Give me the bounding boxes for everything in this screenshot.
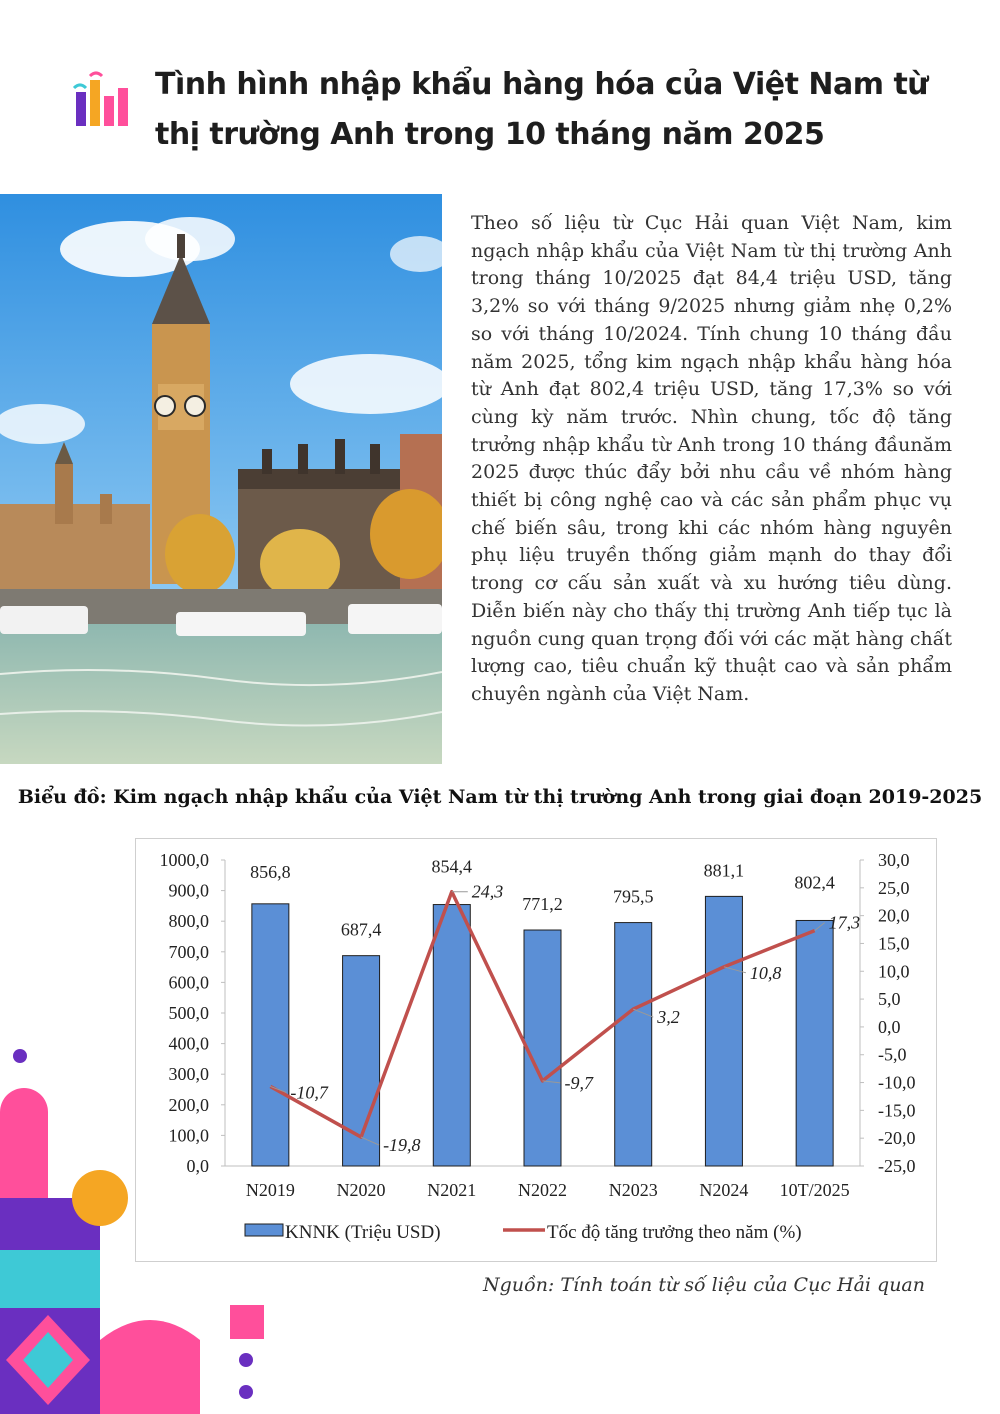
line-data-label: -9,7	[564, 1072, 593, 1093]
left-axis-tick-label: 400,0	[168, 1033, 209, 1054]
bar-chart-icon	[72, 68, 130, 130]
left-axis-tick-label: 800,0	[168, 911, 209, 932]
x-axis-tick-label: N2021	[427, 1180, 477, 1200]
line-data-label: -19,8	[383, 1135, 421, 1156]
left-axis-tick-label: 500,0	[168, 1003, 209, 1023]
line-data-label: 3,2	[657, 1007, 680, 1028]
right-axis-tick-label: 5,0	[878, 989, 901, 1010]
bar-data-label: 771,2	[522, 894, 563, 915]
page-title: Tình hình nhập khẩu hàng hóa của Việt Nam từ thị trường Anh trong 10 tháng năm 2025	[155, 67, 929, 152]
bar-data-label: 802,4	[794, 872, 835, 893]
x-axis-tick-label: N2024	[699, 1180, 749, 1200]
bar-data-label: 856,8	[250, 861, 291, 882]
left-axis-tick-label: 600,0	[168, 972, 209, 993]
bar	[705, 896, 742, 1166]
bar-data-label: 881,1	[703, 860, 745, 881]
bar-data-label: 687,4	[340, 919, 382, 940]
body-paragraph: Theo số liệu từ Cục Hải quan Việt Nam, kim ngạch nhập khẩu của Việt Nam từ thị trường Anh trong tháng 10/2025 đạt 84,4 triệu USD, tăng 3,2% so với tháng 9/2025 nhưng giảm nhẹ 0,2% so với tháng 10/2024. Tính chung 10 tháng đầu năm 2025, tổng kim ngạch nhập khẩu hàng hóa từ Anh đạt 802,4 triệu USD, tăng 17,3% so với cùng kỳ năm trước. Nhìn chung, tốc độ tăng trưởng nhập khẩu từ Anh trong 10 tháng đầunăm 2025 được thúc đẩy bởi nhu cầu về nhóm hàng thiết bị công nghệ cao và các sản phẩm phục vụ chế biến sâu, trong khi các nhóm hàng nguyên phụ liệu truyền thống giảm mạnh do thay đổi trong cơ cấu sản xuất và xu hướng tiêu dùng. Diễn biến này cho thấy thị trường Anh tiếp tục là nguồn cung quan trọng đối với các mặt hàng chất lượng cao, tiêu chuẩn kỹ thuật cao và sản phẩm chuyên ngành của Việt Nam.	[471, 212, 952, 705]
right-axis-tick-label: -10,0	[878, 1072, 916, 1093]
left-axis-tick-label: 900,0	[168, 880, 209, 901]
legend-label-line: Tốc độ tăng trưởng theo năm (%)	[547, 1222, 802, 1243]
line-data-label: 24,3	[471, 881, 504, 902]
bar	[524, 930, 561, 1166]
x-axis-tick-label: 10T/2025	[779, 1180, 850, 1200]
left-axis-tick-label: 0,0	[186, 1156, 209, 1176]
left-axis-tick-label: 1000,0	[159, 850, 209, 870]
bar	[796, 920, 833, 1166]
right-axis-tick-label: -25,0	[878, 1156, 916, 1176]
right-axis-tick-label: 25,0	[878, 877, 910, 898]
right-axis-tick-label: -5,0	[878, 1044, 907, 1065]
decorative-shapes	[0, 1040, 300, 1414]
left-axis-tick-label: 100,0	[168, 1125, 209, 1146]
left-axis-tick-label: 300,0	[168, 1064, 209, 1085]
legend-label-bars: KNNK (Triệu USD)	[285, 1222, 441, 1243]
left-axis-tick-label: 200,0	[168, 1094, 209, 1115]
x-axis-tick-label: N2022	[518, 1180, 567, 1200]
big-ben-london-photo	[0, 194, 442, 764]
right-axis-tick-label: 30,0	[878, 850, 910, 870]
chart-title: Biểu đồ: Kim ngạch nhập khẩu của Việt Nam từ thị trường Anh trong giai đoạn 2019-2025	[17, 786, 983, 808]
left-axis-tick-label: 700,0	[168, 941, 209, 962]
bar-data-label: 854,4	[431, 856, 473, 877]
right-axis-tick-label: -15,0	[878, 1100, 916, 1121]
right-axis-tick-label: 20,0	[878, 905, 910, 926]
bar	[433, 905, 470, 1166]
x-axis-tick-label: N2023	[608, 1180, 658, 1200]
source-note: Nguồn: Tính toán từ số liệu của Cục Hải quan	[483, 1274, 925, 1296]
right-axis-tick-label: 15,0	[878, 933, 910, 954]
line-data-label: -10,7	[290, 1082, 328, 1103]
x-axis-tick-label: N2019	[245, 1180, 295, 1200]
bar	[615, 923, 652, 1166]
line-data-label: 10,8	[749, 962, 782, 983]
right-axis-tick-label: -20,0	[878, 1128, 916, 1149]
line-data-label: 17,3	[828, 912, 861, 933]
right-axis-tick-label: 0,0	[878, 1016, 901, 1037]
right-axis-tick-label: 10,0	[878, 961, 910, 982]
x-axis-tick-label: N2020	[336, 1180, 386, 1200]
bar-data-label: 795,5	[612, 886, 654, 907]
